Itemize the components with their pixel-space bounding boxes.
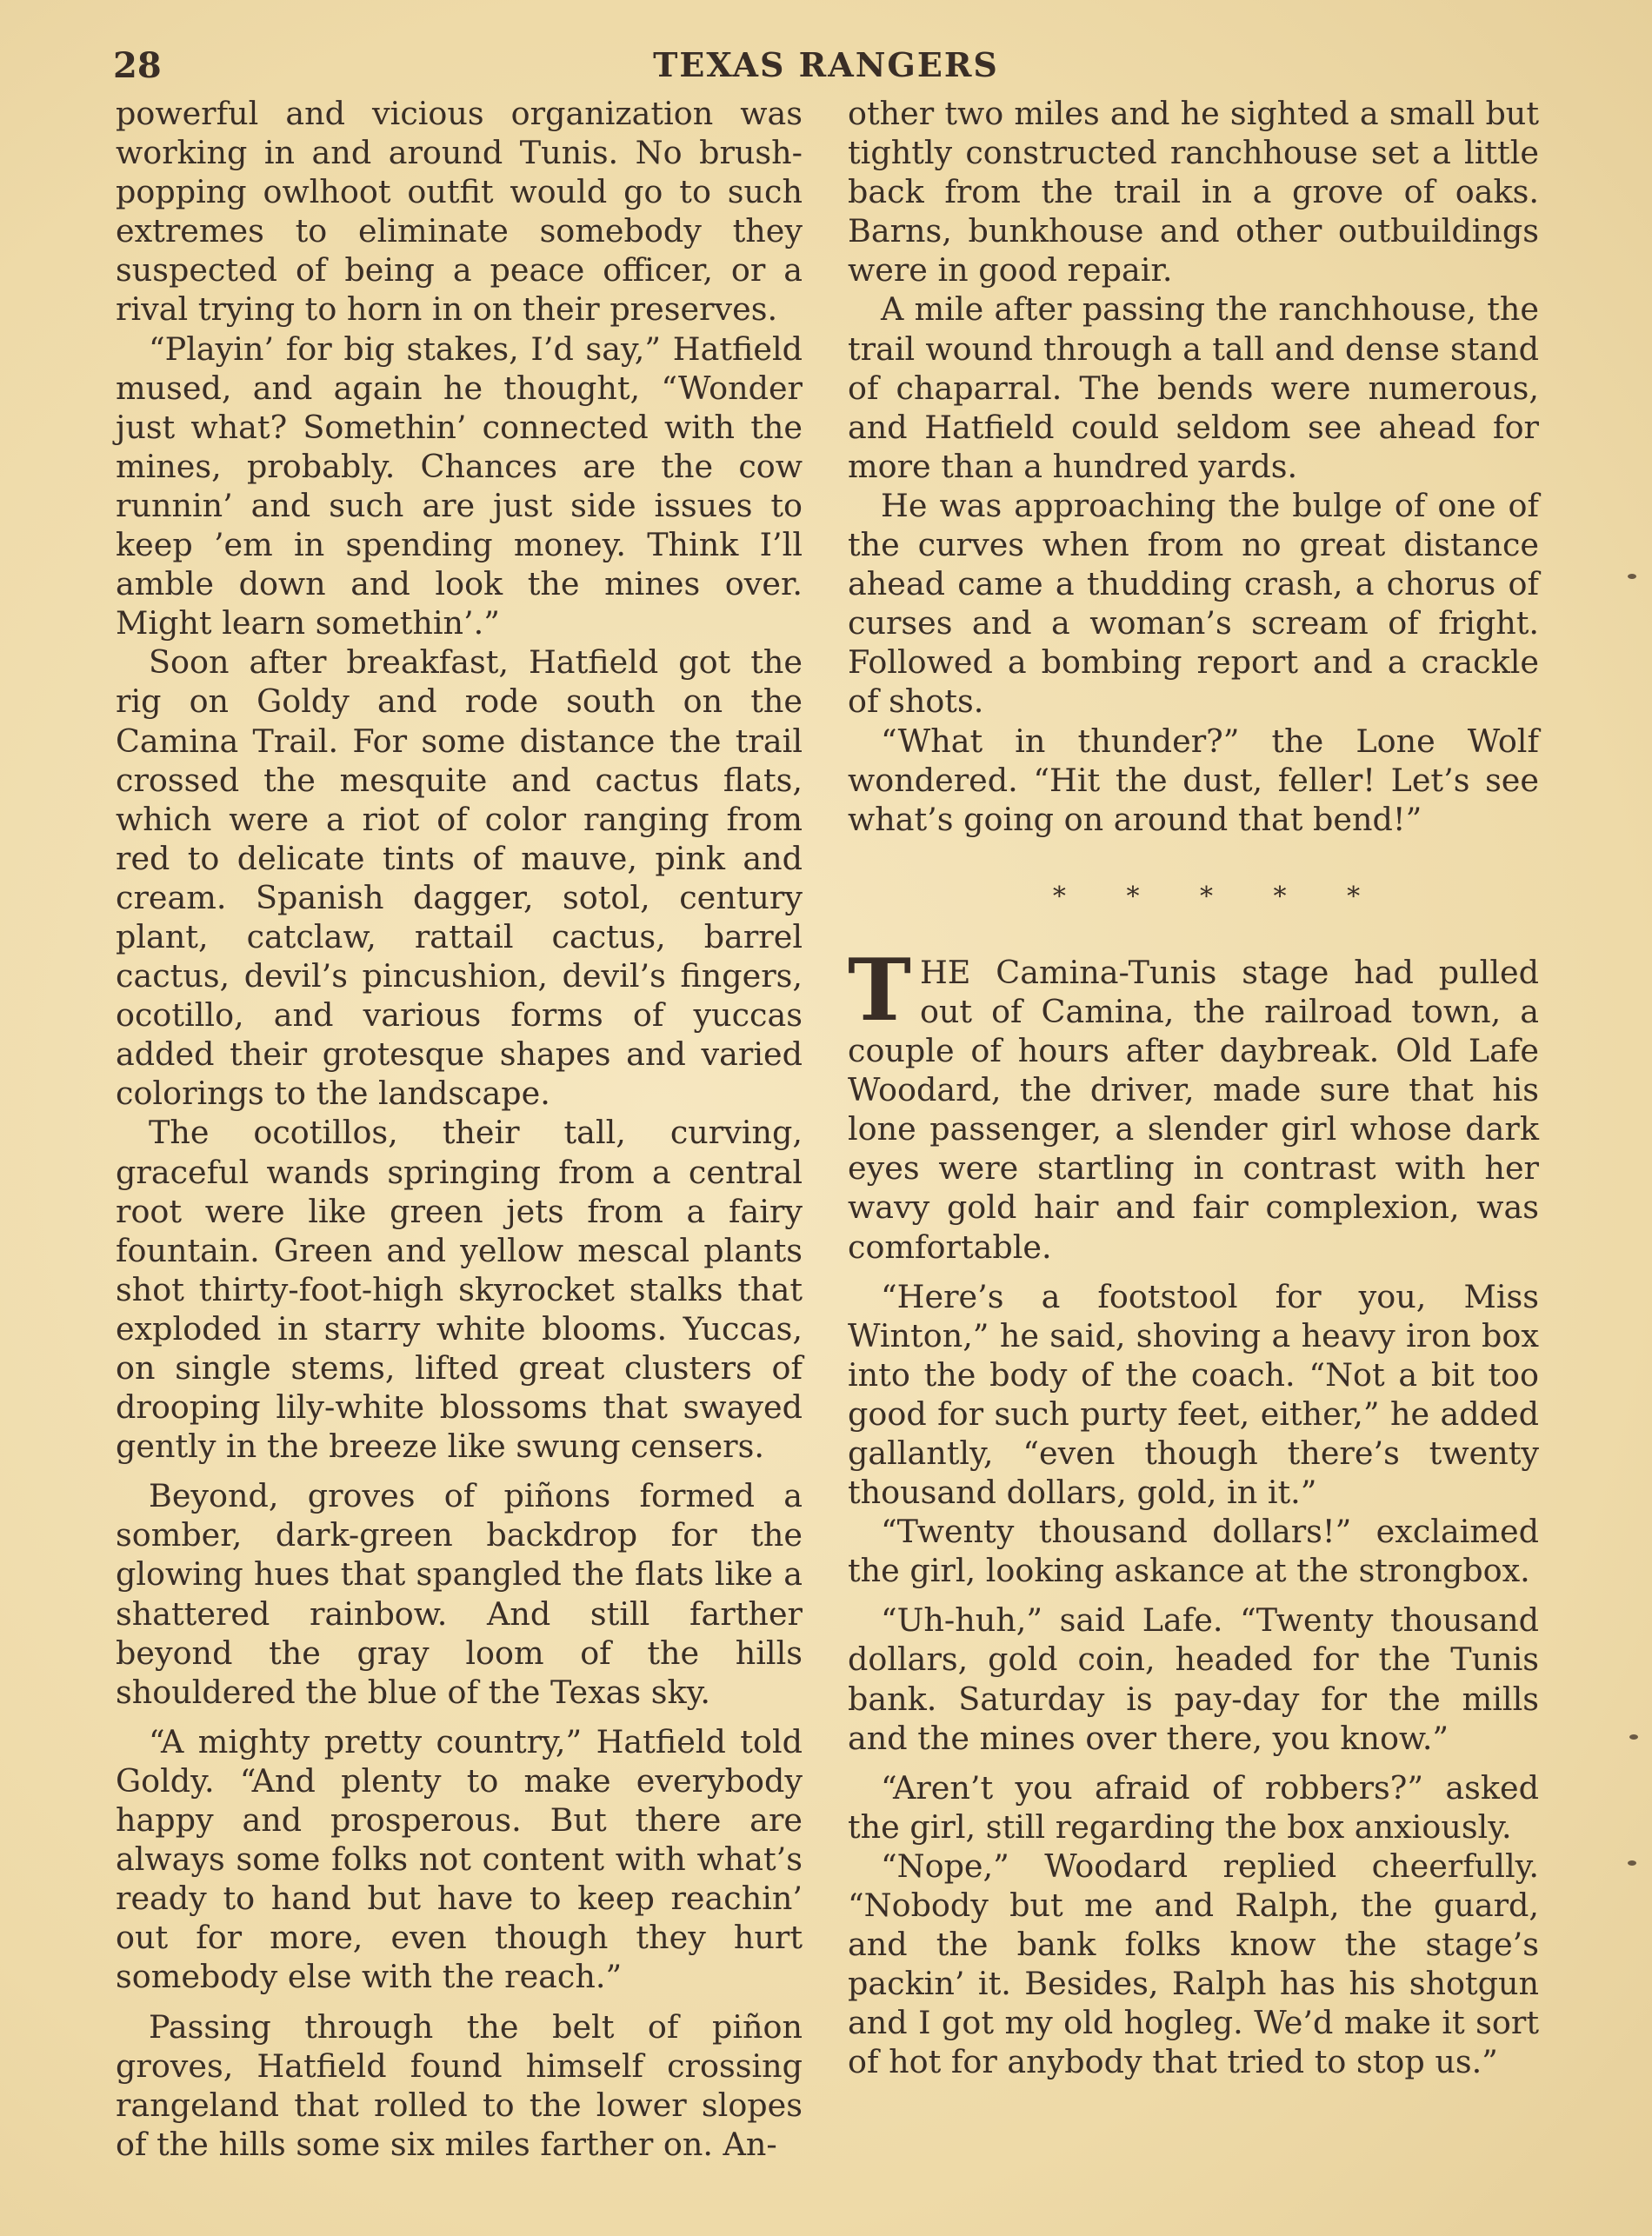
paragraph: The ocotillos, their tall, curving, graceful wands springing from a central root were like green jets from a fairy fountain. Green and yellow mescal plants shot thirty-foot-high skyrocket stalks that exploded in starry white blooms. Yuccas, on single stems, lifted great clusters of drooping lily-white blossoms that swayed gently in the breeze like swung censers. bbox=[116, 1114, 803, 1466]
paragraph: “Aren’t you afraid of robbers?” asked the girl, still regarding the box anxiously. bbox=[848, 1768, 1539, 1846]
paragraph: Passing through the belt of piñon groves, Hatfield found himself crossing rangeland that rolled to the lower slopes of the hills some six miles farther on. An- bbox=[116, 2007, 803, 2163]
paragraph: “Twenty thousand dollars!” exclaimed the girl, looking askance at the strongbox. bbox=[848, 1513, 1539, 1590]
paragraph: “What in thunder?” the Lone Wolf wondered. “Hit the dust, feller! Let’s see what’s going on around that bend!” bbox=[848, 722, 1539, 838]
paper-speck bbox=[1628, 574, 1636, 579]
page-number: 28 bbox=[113, 45, 162, 86]
section-break: * * * * * bbox=[1052, 881, 1387, 912]
paper-speck bbox=[1629, 1734, 1638, 1740]
page-header bbox=[113, 45, 1539, 94]
paragraph: “Nope,” Woodard replied cheerfully. “Nobody but me and Ralph, the guard, and the bank folks know the stage’s packin’ it. Besides, Ralph has his shotgun and I got my old hogleg. We’d make it sort of hot for anybody that tried to stop us.” bbox=[848, 1847, 1539, 2081]
paragraph: “Playin’ for big stakes, I’d say,” Hatfield mused, and again he thought, “Wonder just what? Somethin’ connected with the mines, probably. Chances are the cow runnin’ and such are just side issues to keep ’em in spending money. Think I’ll amble down and look the mines over. Might learn somethin’.” bbox=[116, 329, 803, 642]
paragraph: other two miles and he sighted a small but tightly constructed ranchhouse set a little back from the trail in a grove of oaks. Barns, bunkhouse and other outbuildings were in good repair. bbox=[848, 95, 1539, 289]
paragraph: “Here’s a footstool for you, Miss Winton,” he said, shoving a heavy iron box into the body of the coach. “Not a bit too good for such purty feet, either,” he added gallantly, “even though there’s twenty thousand dollars, gold, in it.” bbox=[848, 1277, 1539, 1512]
dropcap-paragraph bbox=[848, 940, 1539, 1267]
drop-cap: T bbox=[848, 940, 911, 1041]
dropcap-paragraph-text: HE Camina-Tunis stage had pulled out of Camina, the railroad town, a couple of hours after daybreak. Old Lafe Woodard, the driver, made sure that his lone passenger, a slender girl whose dark eyes were startling in contrast with her wavy gold hair and fair complexion, was comfortable. bbox=[848, 953, 1539, 1266]
paragraph: A mile after passing the ranchhouse, the trail wound through a tall and dense stand of chaparral. The bends were numerous, and Hatfield could seldom see ahead for more than a hundred yards. bbox=[848, 290, 1539, 485]
paper-speck bbox=[1628, 1860, 1636, 1866]
paragraph: “A mighty pretty country,” Hatfield told Goldy. “And plenty to make everybody happy and prosperous. But there are always some folks not content with what’s ready to hand but have to keep reachin’ out for more, even though they hurt somebody else with the reach.” bbox=[116, 1722, 803, 1996]
paragraph: Soon after breakfast, Hatfield got the rig on Goldy and rode south on the Camina Trail. For some distance the trail crossed the mesquite and cactus flats, which were a riot of color ranging from red to delicate tints of mauve, pink and cream. Spanish dagger, sotol, century plant, catclaw, rattail cactus, barrel cactus, devil’s pincushion, devil’s fingers, ocotillo, and various forms of yuccas added their grotesque shapes and varied colorings to the landscape. bbox=[116, 643, 803, 1113]
paragraph: He was approaching the bulge of one of the curves when from no great distance ahead came a thudding crash, a chorus of curses and a woman’s scream of fright. Followed a bombing report and a crackle of shots. bbox=[848, 486, 1539, 721]
paragraph: “Uh-huh,” said Lafe. “Twenty thousand dollars, gold coin, headed for the Tunis bank. Saturday is pay-day for the mills and the mines over there, you know.” bbox=[848, 1601, 1539, 1757]
left-column bbox=[116, 94, 803, 2164]
paragraph: Beyond, groves of piñons formed a somber, dark-green backdrop for the glowing hues that spangled the flats like a shattered rainbow. And still farther beyond the gray loom of the hills shouldered the blue of the Texas sky. bbox=[116, 1477, 803, 1711]
right-column bbox=[848, 94, 1539, 2082]
running-title: TEXAS RANGERS bbox=[653, 45, 999, 84]
paragraph: powerful and vicious organization was working in and around Tunis. No brush-popping owlhoot outfit would go to such extremes to eliminate somebody they suspected of being a peace officer, or a rival trying to horn in on their preserves. bbox=[116, 95, 803, 329]
